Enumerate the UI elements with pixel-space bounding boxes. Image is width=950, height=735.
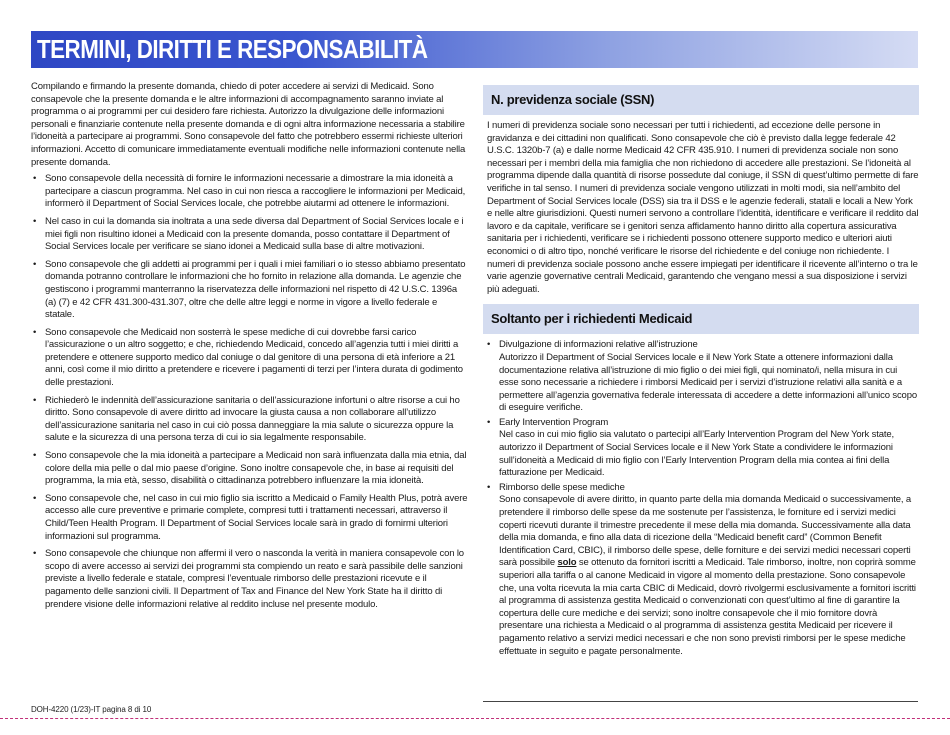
ssn-section-heading: N. previdenza sociale (SSN): [483, 85, 919, 115]
item-text: Sono consapevole di avere diritto, in quanto parte della mia domanda Medicaid o successivamente, a pretendere il rimborso delle spese da me sostenute per l’assistenza, le forniture ed i servizi medici coperti ricevuti durante il trimestre precedente il mese della mia domanda. Successivamente alla data della mia domanda, e fino alla data di ricezione della “Medicaid benefit card” (Common Benefit Identification Card, CBIC), il rimborso delle spese, delle forniture e dei servizi medici necessari coperti sarà possibile solo se ottenuto da fornitori iscritti a Medicaid. Tale rimborso, inoltre, non coprirà somme superiori alla tariffa o al canone Medicaid in vigore al momento della prestazione. Sono consapevole che, una volta ricevuta la mia carta CBIC di Medicaid, dovrò rivolgermi esclusivamente a fornitori iscritti al programma di assistenza gestita Medicaid o convenzionati con quest’ultimo al fine di garantire la copertura delle cure mediche e dei servizi; sono inoltre consapevole che il mio fornitore dovrà presentare una richiesta a Medicaid o al programma di assistenza gestita Medicaid per ricevere il pagamento relativo a servizi medici necessari e che non sono previsti rimborsi per le spese mediche effettuate in seguito e pagate personalmente.: [499, 494, 916, 657]
bullet-icon: •: [33, 394, 37, 406]
bullet-icon: •: [33, 173, 37, 185]
form-footer: DOH-4220 (1/23)-IT pagina 8 di 10: [31, 705, 152, 714]
list-item: • Sono consapevole che Medicaid non sosterrà le spese mediche di cui dovrebbe farsi carico l’assicurazione o un altro soggetto; e che, richiedendo Medicaid, concedo all’agenzia tutti i miei diritti a pretendere e ottenere supporto medico dal coniuge o dal genitore di una persona di età inferiore a 21 anni, così come il mio diritto a pretendere e ricevere i pagamenti di terzi per l’intera durata di godimento delle prestazioni.: [33, 326, 463, 389]
list-item: • Sono consapevole che gli addetti ai programmi per i quali i miei familiari o io stesso abbiamo presentato domanda potranno controllare le informazioni che ho fornito in relazione alla domanda. Le agenzie che gestiscono i programmi manterranno la riservatezza delle informazioni nel rispetto di 42 U.S.C. 1396a (a) (7) e 42 CFR 431.300-431.307, oltre che delle altre leggi e norme in vigore a livello federale e statale.: [33, 258, 466, 321]
page-title: TERMINI, DIRITTI E RESPONSABILITÀ: [37, 34, 428, 64]
list-item: • Sono consapevole che, nel caso in cui mio figlio sia iscritto a Medicaid o Family Health Plus, potrà avere accesso alle cure preventive e primarie complete, compresi tutti i trattamenti necessari, attraverso il Child/Teen Health Program. Il Department of Social Services locale sarà in grado di fornirmi ulteriori informazioni sul programma.: [33, 492, 468, 542]
list-item: • Richiederò le indennità dell’assicurazione sanitaria o dell’assicurazione infortuni o altre risorse a cui ho diritto. Sono consapevole di avere diritto ad invocare la giusta causa a non collaborare all’utilizzo dell’assicurazione sanitaria nel caso in cui ciò possa danneggiare la mia salute o sicurezza oppure la salute e la sicurezza di una persona terza di cui io sia legalmente responsabile.: [33, 394, 460, 444]
bullet-icon: •: [33, 326, 37, 338]
item-text: Autorizzo il Department of Social Services locale e il New York State a ottenere informazioni dalla documentazione relativa all’istruzione di mio figlio o dei miei figli, qui nominato/i, nella misura in cui esse sono necessarie a richiedere i rimborsi Medicaid per i servizi d’istruzione relativi alla sanità e a permettere all’agenzia governativa federale interessata di accedere a dette informazioni all’unico scopo di eseguire verifiche.: [499, 351, 917, 414]
ssn-text: I numeri di previdenza sociale sono necessari per tutti i richiedenti, ad eccezione delle persone in gravidanza e dei cittadini non qualificati. Sono consapevole che ciò è previsto dalla legge federale 42 U.S.C. 1320b-7 (a) e dalle norme Medicaid 42 CFR 435.910. I numeri di previdenza sociale non sono necessari per i membri della mia famiglia che non richiedono di accedere alle prestazioni. Se l’idoneità al programma dipende dalla quantità di risorse possedute dal coniuge, il SSN di quest’ultimo permette di fare verifiche in tal senso. I numeri di previdenza sociale vengono utilizzati in molti modi, sia nell’ambito del Department of Social Services locale (DSS) sia tra il DSS e le agenzie federali, statali e locali a New York e nelle altre giurisdizioni. Questi numeri servono a controllare l’identità, identificare e verificare il reddito dal lavoro e da capitale, verificare se i genitori senza affidamento hanno diritto alla copertura assicurativa sanitaria per i richiedenti, verificare se i richiedenti possono ottenere supporto medico e ulteriori aiuti economici o di altro tipo, nonché verificare le risorse del richiedente e del coniuge non richiedente. I numeri di previdenza sociale possono anche essere impiegati per identificare il ricevente all’interno o tra le varie agenzie governative centrali Medicaid, garantendo che vengano messi a sua disposizione i servizi più adeguati.: [487, 120, 919, 295]
terms-bullet-list: [31, 173, 468, 611]
page-header-band: [31, 31, 918, 68]
bullet-icon: •: [487, 416, 491, 428]
bullet-icon: •: [33, 258, 37, 270]
item-title: Divulgazione di informazioni relative all’istruzione: [499, 339, 698, 351]
list-item: • Sono consapevole che la mia idoneità a partecipare a Medicaid non sarà influenzata dalla mia etnia, dal colore della mia pelle o dal mio paese d’origine. Sono inoltre consapevole che, in base ai requisiti del programma, la mia età, sesso, disabilità o cittadinanza potrebbero influenzare la mia idoneità.: [33, 450, 467, 487]
bullet-icon: •: [33, 215, 37, 227]
right-column: [483, 85, 919, 660]
bullet-icon: •: [487, 339, 491, 351]
footer-divider: [483, 701, 918, 702]
bullet-icon: •: [33, 548, 37, 560]
left-column: [31, 81, 468, 616]
list-item: [487, 482, 919, 658]
list-item: [487, 417, 919, 480]
emphasis-text: solo: [557, 557, 577, 569]
intro-paragraph: [31, 81, 468, 169]
medicaid-section-heading: Soltanto per i richiedenti Medicaid: [483, 304, 919, 334]
bullet-icon: •: [33, 492, 37, 504]
item-title: Rimborso delle spese mediche: [499, 481, 625, 493]
list-item: • Nel caso in cui la domanda sia inoltrata a una sede diversa dal Department of Social Services locale e i miei figli non risultino idonei a Medicaid con la presente domanda, posso contattare il Department of Social Services locale per verificare se siano idonei a Medicaid sulla base di altre motivazioni.: [33, 215, 464, 253]
list-item: [487, 339, 919, 415]
item-text: Nel caso in cui mio figlio sia valutato o partecipi all’Early Intervention Program del New York state, autorizzo il Department of Social Services locale e il New York State a condividere le informazioni sull’idoneità a Medicaid di mio figlio con l’Early Intervention Program della mia contea ai fini della fatturazione per Medicaid.: [499, 429, 894, 479]
item-title: Early Intervention Program: [499, 416, 609, 428]
perforation-line: [0, 718, 950, 719]
medicaid-bullet-list: [483, 339, 919, 658]
bullet-icon: •: [487, 481, 491, 493]
intro-text: Compilando e firmando la presente domanda, chiedo di poter accedere ai servizi di Medicaid. Sono consapevole che la presente domanda e le altre informazioni di accompagnamento saranno inviate al programma o ai programmi per cui desidero fare richiesta. Autorizzo la divulgazione delle informazioni personali e finanziarie contenute nella presente domanda e di ogni altra informazione necessaria a stabilire l’idoneità a partecipare ai programmi. Sono consapevole del fatto che potrebbero essermi richieste ulteriori informazioni. Accetto di comunicare immediatamente eventuali modifiche nelle informazioni contenute nella presente domanda.: [31, 81, 466, 168]
list-item: • Sono consapevole che chiunque non affermi il vero o nasconda la verità in maniera consapevole con lo scopo di avere accesso ai servizi dei programmi sta compiendo un reato e sarà passibile delle sanzioni previste a livello federale e statale, compresi l’eventuale rimborso delle prestazioni ricevute e il pagamento delle sanzioni civili. Il Department of Tax and Finance del New York State ha il diritto di prendere visione delle informazioni relative al reddito incluse nel presente modulo.: [33, 548, 464, 610]
bullet-icon: •: [33, 450, 37, 462]
list-item: • Sono consapevole della necessità di fornire le informazioni necessarie a dimostrare la mia idoneità a partecipare a ciascun programma. Nel caso in cui non riesca a raccogliere le informazioni per Medicaid, informerò il Department of Social Services locale, che potrebbe aiutarmi ad ottenere le informazioni.: [33, 173, 466, 210]
ssn-paragraph: [483, 120, 919, 296]
